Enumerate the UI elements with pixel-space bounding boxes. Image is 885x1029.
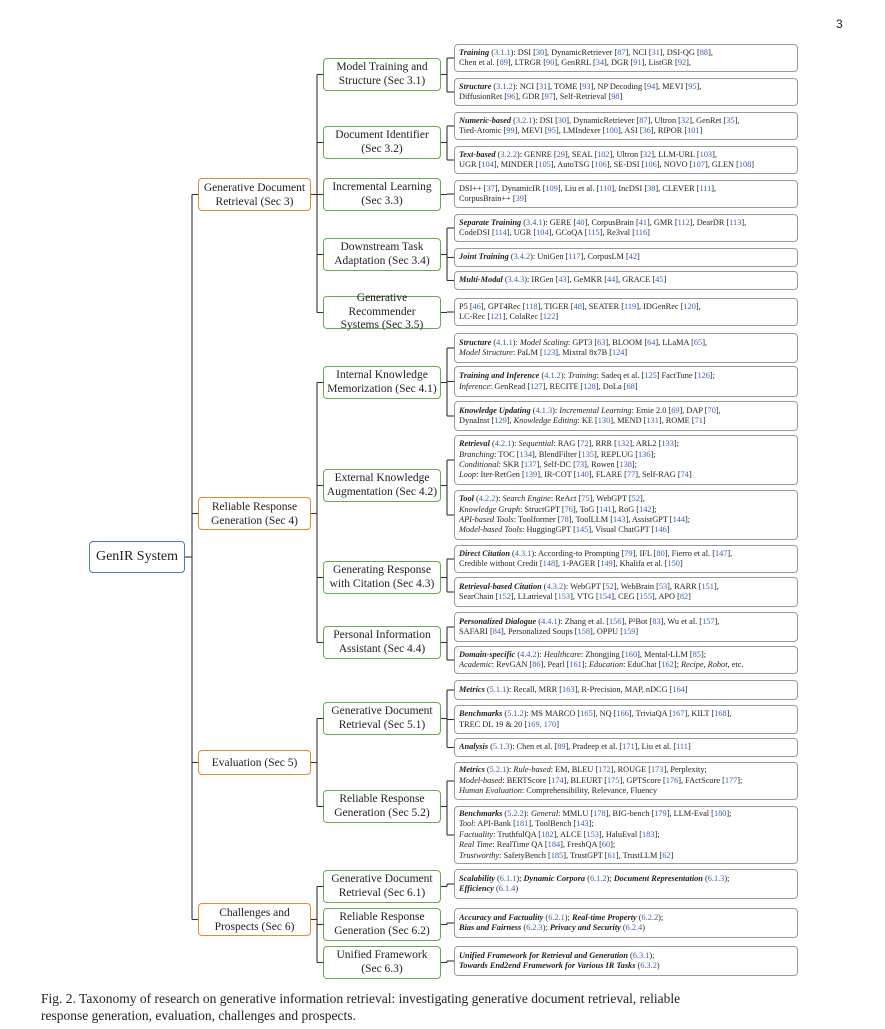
level2-node-2-2-line: External Knowledge (334, 472, 430, 484)
leaf-line: Analysis (5.1.3): Chen et al. [89], Pradeep et al. [171], Liu et al. [111] (459, 742, 691, 752)
leaf-line: Inference: GenRead [127], RECITE [128], DoLa [68] (459, 381, 638, 391)
level1-node-2-line: Reliable Response (211, 500, 298, 513)
leaf-line: Credible without Credit [148], 1-PAGER [149], Khalifa et al. [150] (459, 559, 683, 568)
leaf-line: Metrics (5.2.1): Rule-based: EM, BLEU [172], ROUGE [173], Perplexity; (459, 765, 707, 775)
leaf-node-3-1-1 (454, 680, 798, 700)
leaf-line: Model Structure: PaLM [123], Mixtral 8x7B [124] (459, 348, 628, 357)
leaf-line: Unified Framework for Retrieval and Generation (6.3.1); (459, 950, 655, 960)
leaf-line: Tied-Atomic [99], MEVI [95], LMIndexer [100], ASI [36], RIPOR [101] (459, 126, 703, 135)
leaf-line: Loop: Iter-RetGen [139], IR-COT [140], FLARE [77], Self-RAG [74] (459, 470, 692, 480)
leaf-line: Direct Citation (4.3.1): According-to Prompting [79], IFL [80], Fierro et al. [147], (459, 548, 733, 558)
level2-node-3-1 (323, 702, 441, 735)
level2-node-2-4 (323, 626, 441, 659)
level2-node-1-1-line: Model Training and (336, 61, 428, 73)
level2-node-3-2-line: Reliable Response (339, 793, 425, 805)
leaf-node-2-2-2 (454, 490, 798, 540)
leaf-line: Scalability (6.1.1); Dynamic Corpora (6.1.2); Document Representation (6.1.3); (459, 873, 730, 883)
leaf-line: DynaInst [129], Knowledge Editing: KE [130], MEND [131], ROME [71] (459, 416, 706, 425)
leaf-line: Joint Training (3.4.2): UniGen [117], CorpusLM [42] (459, 252, 640, 262)
level2-node-4-3-line: (Sec 6.3) (361, 962, 403, 975)
leaf-line: Numeric-based (3.2.1): DSI [30], DynamicRetriever [87], Ultron [32], GenRet [35], (459, 115, 740, 125)
level2-node-1-2 (323, 126, 441, 159)
leaf-node-2-4-1 (454, 612, 798, 642)
leaf-line: Efficiency (6.1.4) (459, 884, 519, 893)
level2-node-1-5 (323, 292, 441, 332)
leaf-node-1-4-3 (454, 271, 798, 290)
level2-node-1-5-line: Generative Recommender (348, 292, 416, 318)
level2-node-4-3 (323, 946, 441, 979)
level2-node-1-4-line: Adaptation (Sec 3.4) (334, 254, 430, 267)
leaf-line: Academic: RevGAN [86], Pearl [161]; Education: EduChat [162]; Recipe, Robot, etc. (459, 660, 744, 669)
level2-node-4-2-line: Reliable Response (339, 911, 425, 923)
leaf-node-2-3-2 (454, 577, 798, 607)
level2-node-1-3 (323, 178, 441, 211)
leaf-node-3-2-2 (454, 806, 798, 864)
level2-node-1-4 (323, 238, 441, 271)
leaf-line: Retrieval (4.2.1): Sequential: RAG [72], RRR [132], ARL2 [133]; (459, 439, 679, 449)
leaf-line: Structure (4.1.1): Model Scaling: GPT3 [63], BLOOM [64], LLaMA [65], (459, 337, 708, 347)
level2-node-2-3-line: Generating Response (332, 564, 432, 576)
level2-node-1-4-line: Downstream Task (340, 241, 424, 253)
root-node: GenIR System (89, 541, 185, 573)
leaf-node-3-1-2 (454, 705, 798, 734)
level2-node-1-3-line: Incremental Learning (332, 181, 432, 193)
level1-node-4-line: Challenges and (219, 906, 290, 919)
level2-node-4-2-line: Generation (Sec 6.2) (334, 924, 430, 937)
leaf-node-4-2-1 (454, 908, 798, 938)
leaf-line: LC-Rec [121], ColaRec [122] (459, 312, 559, 321)
leaf-line: Domain-specific (4.4.2): Healthcare: Zhongjing [160], Mental-LLM [85]; (459, 649, 707, 659)
level2-node-1-1-line: Structure (Sec 3.1) (338, 74, 426, 87)
leaf-line: Tool (4.2.2): Search Engine: ReAct [75], WebGPT [52], (459, 494, 645, 504)
leaf-line: DiffusionRet [96], GDR [97], Self-Retrieval [98] (459, 92, 623, 101)
leaf-line: CodeDSI [114], UGR [104], GCoQA [115], Re3val [116] (459, 228, 650, 237)
leaf-line: TREC DL 19 & 20 [169, 170] (459, 719, 559, 729)
caption-line-1: Fig. 2. Taxonomy of research on generative information retrieval: investigating generative document retrieval, reliable (41, 991, 681, 1006)
leaf-node-1-3-1 (454, 180, 798, 208)
level1-node-4-line: Prospects (Sec 6) (214, 920, 295, 933)
leaf-line: Training (3.1.1): DSI [30], DynamicRetriever [87], NCI [31], DSI-QG [88], (459, 47, 713, 57)
leaf-line: Human Evaluation: Comprehensibility, Relevance, Fluency (459, 786, 658, 796)
level2-node-2-2 (323, 469, 441, 502)
leaf-line: Model-based Tools: HuggingGPT [145], Visual ChatGPT [146] (459, 525, 670, 535)
level2-node-4-1-line: Generative Document (331, 873, 433, 885)
leaf-line: Retrieval-based Citation (4.3.2): WebGPT [52], WebBrain [53], RARR [151], (459, 581, 719, 591)
level2-node-2-2-line: Augmentation (Sec 4.2) (326, 485, 438, 498)
level1-node-1-line: Retrieval (Sec 3) (215, 195, 294, 208)
level2-node-4-3-line: Unified Framework (336, 949, 428, 961)
level2-node-1-2-line: Document Identifier (335, 129, 429, 141)
leaf-node-1-1-1 (454, 44, 798, 72)
leaf-line: SAFARI [84], Personalized Soups [158], OPPU [159] (459, 627, 639, 636)
leaf-line: Knowledge Graph: StructGPT [76], ToG [141], RoG [142]; (459, 504, 657, 514)
leaf-node-2-1-2 (454, 366, 798, 397)
level1-node-3-line: Evaluation (Sec 5) (211, 756, 298, 769)
leaf-node-3-1-3 (454, 738, 798, 757)
leaf-line: Personalized Dialogue (4.4.1): Zhang et al. [156], P²Bot [83], Wu et al. [157], (459, 616, 720, 626)
level2-node-3-1-line: Generative Document (331, 705, 433, 717)
level2-node-3-2 (323, 790, 441, 823)
caption-line-2: response generation, evaluation, challenges and prospects. (41, 1008, 356, 1023)
leaf-line: Multi-Modal (3.4.3): IRGen [43], GeMKR [44], GRACE [45] (459, 275, 667, 285)
level1-node-1 (198, 178, 311, 211)
leaf-line: SearChain [152], LLatrieval [153], VTG [154], CEG [155], APO [82] (459, 592, 691, 601)
leaf-line: Real Time: RealTime QA [184], FreshQA [60]; (459, 840, 616, 850)
leaf-line: Conditional: SKR [137], Self-DC [73], Rowen [138]; (459, 460, 637, 469)
level2-node-4-1 (323, 870, 441, 903)
level1-node-3 (198, 750, 311, 775)
leaf-node-2-3-1 (454, 545, 798, 573)
leaf-line: Knowledge Updating (4.1.3): Incremental Learning: Ernie 2.0 [69], DAP [70], (459, 405, 721, 415)
leaf-node-4-1-1 (454, 869, 798, 899)
level2-node-2-1 (323, 366, 441, 399)
leaf-node-2-1-1 (454, 333, 798, 363)
leaf-node-2-4-2 (454, 646, 798, 674)
leaf-line: Benchmarks (5.2.2): General: MMLU [178], BIG-bench [179], LLM-Eval [180]; (459, 808, 732, 818)
level1-node-2-line: Generation (Sec 4) (211, 514, 298, 527)
level2-node-2-1-line: Internal Knowledge (336, 369, 428, 381)
leaf-node-1-5-1 (454, 298, 798, 326)
leaf-line: Benchmarks (5.1.2): MS MARCO [165], NQ [166], TriviaQA [167], KILT [168], (459, 709, 732, 719)
leaf-line: Text-based (3.2.2): GENRE [29], SEAL [102], Ultron [32], LLM-URL [103], (459, 149, 717, 159)
leaf-node-1-4-1 (454, 214, 798, 242)
leaf-line: UGR [104], MINDER [105], AutoTSG [106], SE-DSI [106], NOVO [107], GLEN [108] (459, 160, 755, 169)
leaf-node-4-3-1 (454, 946, 798, 976)
level2-node-4-2 (323, 908, 441, 941)
level2-node-2-3 (323, 561, 441, 594)
leaf-node-1-2-1 (454, 112, 798, 140)
figure-caption (41, 990, 847, 1024)
page-number: 3 (836, 17, 843, 31)
leaf-line: Model-based: BERTScore [174], BLEURT [175], GPTScore [176], FActScore [177]; (459, 775, 743, 785)
level2-node-1-2-line: (Sec 3.2) (361, 142, 403, 155)
leaf-line: Training and Inference (4.1.2): Training: Sadeq et al. [125] FactTune [126]; (459, 371, 715, 381)
leaf-line: API-based Tools: Toolformer [78], ToolLLM [143], AssistGPT [144]; (459, 515, 691, 524)
leaf-line: Tool: API-Bank [181], ToolBench [143]; (459, 819, 594, 829)
leaf-line: Towards End2end Framework for Various IR Tasks (6.3.2) (459, 961, 660, 970)
leaf-node-2-1-3 (454, 401, 798, 431)
level2-node-1-1 (323, 58, 441, 91)
level2-node-1-5-line: Systems (Sec 3.5) (340, 319, 424, 332)
leaf-node-1-1-2 (454, 78, 798, 106)
leaf-line: P5 [46], GPT4Rec [118], TIGER [48], SEATER [119], IDGenRec [120], (459, 301, 701, 311)
leaf-line: Bias and Fairness (6.2.3); Privacy and Security (6.2.4) (459, 923, 646, 932)
leaf-line: Separate Training (3.4.1): GERE [40], CorpusBrain [41], GMR [112], DearDR [113], (459, 217, 747, 227)
leaf-line: DSI++ [37], DynamicIR [109], Liu et al. [110], IncDSI [38], CLEVER [111], (459, 183, 717, 193)
level2-node-2-1-line: Memorization (Sec 4.1) (327, 382, 437, 395)
leaf-line: Factuality: TruthfulQA [182], ALCE [153], HaluEval [183]; (459, 829, 660, 839)
leaf-node-1-2-2 (454, 146, 798, 174)
leaf-line: Trustworthy: SafetyBench [185], TrustGPT [61], TrustLLM [62] (459, 850, 674, 860)
level2-node-3-2-line: Generation (Sec 5.2) (334, 806, 430, 819)
leaf-line: Metrics (5.1.1): Recall, MRR [163], R-Precision, MAP, nDCG [164] (459, 684, 688, 694)
level2-node-4-1-line: Retrieval (Sec 6.1) (338, 886, 426, 899)
level2-node-2-3-line: with Citation (Sec 4.3) (329, 577, 435, 590)
level2-node-2-4-line: Personal Information (333, 629, 431, 641)
level1-node-4 (198, 903, 311, 936)
leaf-line: Accuracy and Factuality (6.2.1); Real-time Property (6.2.2); (459, 912, 664, 922)
leaf-node-1-4-2 (454, 248, 798, 267)
level2-node-2-4-line: Assistant (Sec 4.4) (338, 642, 426, 655)
level1-node-2 (198, 497, 311, 530)
leaf-node-3-2-1 (454, 762, 798, 800)
leaf-line: Branching: TOC [134], BlendFilter [135], REPLUG [136]; (459, 449, 656, 459)
leaf-line: CorpusBrain++ [39] (459, 194, 527, 203)
leaf-node-2-2-1 (454, 435, 798, 485)
leaf-line: Chen et al. [89], LTRGR [90], GenRRL [34], DGR [91], ListGR [92], (459, 58, 691, 67)
level2-node-1-3-line: (Sec 3.3) (361, 194, 403, 207)
level2-node-3-1-line: Retrieval (Sec 5.1) (338, 718, 426, 731)
level1-node-1-line: Generative Document (203, 181, 306, 194)
leaf-line: Structure (3.1.2): NCI [31], TOME [93], NP Decoding [94], MEVI [95], (459, 81, 702, 91)
